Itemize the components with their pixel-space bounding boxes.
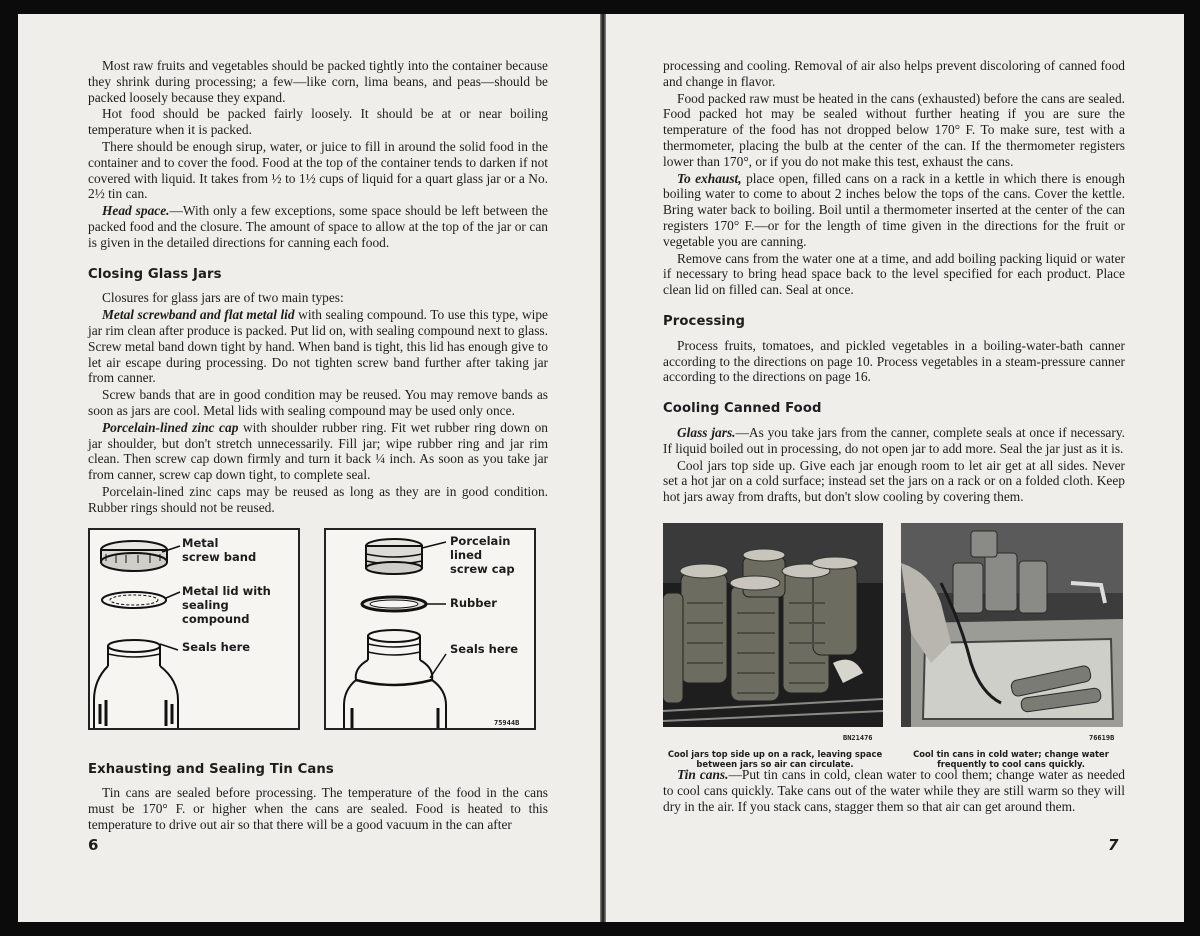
paragraph-hot-food: Hot food should be packed fairly loosely. It should be at or near boiling temperature when it is packed.: [88, 106, 548, 138]
paragraph-sirup: There should be enough sirup, water, or juice to fill in around the solid food in the container and to cover the food. Food at the top of the container tends to darken if not covered with liquid. It takes from ½ to 1½ cups of liquid for a quart glass jar or a No. 2½ tin can.: [88, 138, 548, 202]
paragraph-continuation: processing and cooling. Removal of air also helps prevent discoloring of canned food and change in flavor.: [663, 58, 1125, 89]
caption-tin-cans: Cool tin cans in cold water; change water frequently to cool cans quickly.: [913, 748, 1109, 770]
callout-seals-here-right: Seals here: [450, 641, 519, 656]
heading-closing-glass-jars: Closing Glass Jars: [88, 266, 222, 282]
metal-band-text: with sealing compound. To use this type, wipe jar rim clean after produce is packed. Put lid on, with sealing compound next to glass. Screw metal band down tight by hand. When band is tight, this lid has enough give to let air escape during processing. Do not tighten screw band further after taking jar from canner.: [88, 307, 548, 386]
jars-on-rack-photo: [663, 523, 883, 727]
left-page: [18, 14, 600, 922]
callout-rubber: Rubber: [450, 595, 497, 610]
paragraph-porcelain: [88, 420, 548, 483]
right-page: [606, 14, 1184, 922]
callout-metal-screw-band: Metal screw band: [182, 535, 257, 564]
glass-jars-text: —As you take jars from the canner, complete seals at once if necessary. If liquid boiled out in processing, do not open jar to add more. Seal the jar just as it is.: [663, 424, 1125, 456]
paragraph-metal-band: [88, 307, 548, 386]
callout-porcelain-cap: Porcelain lined screw cap: [450, 533, 515, 576]
paragraph-processing: Process fruits, tomatoes, and pickled vegetables in a boiling-water-bath canner according to the directions on page 10. Process vegetables in a steam-pressure canner according to the directions on page 16.: [663, 337, 1125, 385]
tin-cans-photo-illustration: [901, 523, 1123, 727]
heading-cooling: Cooling Canned Food: [663, 401, 822, 417]
caption-jars-rack: Cool jars top side up on a rack, leaving space between jars so air can circulate.: [667, 748, 883, 770]
porcelain-closure-diagram: [324, 528, 536, 730]
paragraph-packing: Most raw fruits and vegetables should be packed tightly into the container because they shrink during processing; a few—like corn, lima beans, and peas—should be packed loosely because they expand.: [88, 58, 548, 105]
tin-cans-lead: Tin cans.: [677, 766, 729, 782]
photo-left-id: BN21476: [843, 733, 873, 742]
paragraph-tin-cans-cool: [663, 767, 1125, 814]
paragraph-head-space: [88, 203, 548, 250]
paragraph-raw-food: Food packed raw must be heated in the cans (exhausted) before the cans are sealed. Food packed hot may be sealed without further heating if you are sure the temperature of the food has not dropped below 170° F. To make sure, test with a thermometer, placing the bulb at the center of the can. If the thermometer registers lower than 170°, or if you do not make this test, exhaust the cans.: [663, 90, 1125, 169]
paragraph-glass-jars: [663, 425, 1125, 457]
head-space-text: —With only a few exceptions, some space should be left between the packed food and the closure. The amount of space to allow at the top of the jar or can is given in the detailed directions for canning each food.: [88, 203, 549, 250]
photo-right-id: 76619B: [1089, 733, 1115, 742]
glass-jars-lead: Glass jars.: [677, 424, 736, 440]
paragraph-tin-cans-sealed: Tin cans are sealed before processing. The temperature of the food in the cans must be 170° F. or higher when the cans are sealed. Food is heated to this temperature to drive out air so that there will be a good vacuum in the can after: [88, 785, 548, 832]
page-number-left: 6: [88, 836, 99, 854]
left-text-column: [88, 58, 548, 833]
tin-cans-text: —Put tin cans in cold, clean water to cool them; change water as needed to cool cans quickly. Take cans out of the water while they are still warm so they will dry in the air. If you stack cans, stagger them so that air can get around them.: [663, 766, 1125, 814]
paragraph-cool-jars: Cool jars top side up. Give each jar enough room to let air get at all sides. Never set a hot jar on a cold surface; instead set the jars on a rack or on a folded cloth. Keep hot jars away from drafts, but don't slow cooling by covering them.: [663, 457, 1125, 505]
page-number-right: 7: [1108, 836, 1119, 854]
metal-closure-diagram: [88, 528, 300, 730]
metal-band-lead: Metal screwband and flat metal lid: [102, 307, 295, 323]
porcelain-lead: Porcelain-lined zinc cap: [102, 419, 239, 435]
tin-cans-water-photo: [901, 523, 1123, 727]
exhaust-lead: To exhaust,: [677, 170, 742, 186]
callout-metal-lid: Metal lid with sealing compound: [182, 583, 271, 626]
paragraph-to-exhaust: [663, 171, 1125, 250]
figure-id: 75944B: [494, 718, 520, 727]
right-text-column: [663, 58, 1125, 814]
jars-photo-illustration: [663, 523, 883, 727]
paragraph-closures-intro: Closures for glass jars are of two main types:: [102, 290, 344, 306]
cooling-photos: [663, 523, 1125, 770]
callout-seals-here-left: Seals here: [182, 639, 251, 654]
head-space-lead: Head space.: [102, 203, 170, 219]
porcelain-text: with shoulder rubber ring. Fit wet rubber ring down on jar shoulder, but don't stretch unnecessarily. Fill jar; wipe rubber ring and jar rim clean. Then screw cap down firmly and turn it back ¼ inch. As soon as you take jar from canner, screw cap down tight, to complete seal.: [88, 419, 548, 483]
exhaust-text: place open, filled cans on a rack in a kettle in which there is enough boiling water to come to about 2 inches below the tops of the cans. Cover the kettle. Bring water back to boiling. Boil until a thermometer inserted at the center of the can registers 170° F.—or for the length of time given in the directions for the fruit or vegetable you are canning.: [663, 170, 1125, 249]
paragraph-screw-bands: Screw bands that are in good condition may be reused. You may remove bands as soon as jars are cool. Metal lids with sealing compound may be used only once.: [88, 387, 548, 418]
heading-processing: Processing: [663, 313, 746, 329]
jar-closures-figure: [88, 528, 548, 758]
paragraph-remove-cans: Remove cans from the water one at a time, and add boiling packing liquid or water if necessary to bring head space back to the level specified for each product. Place clean lid on filled can. Seal at once.: [663, 250, 1125, 298]
paragraph-porcelain-reuse: Porcelain-lined zinc caps may be reused as long as they are in good condition. Rubber rings should not be reused.: [88, 483, 548, 515]
heading-exhausting-sealing: Exhausting and Sealing Tin Cans: [88, 761, 334, 777]
